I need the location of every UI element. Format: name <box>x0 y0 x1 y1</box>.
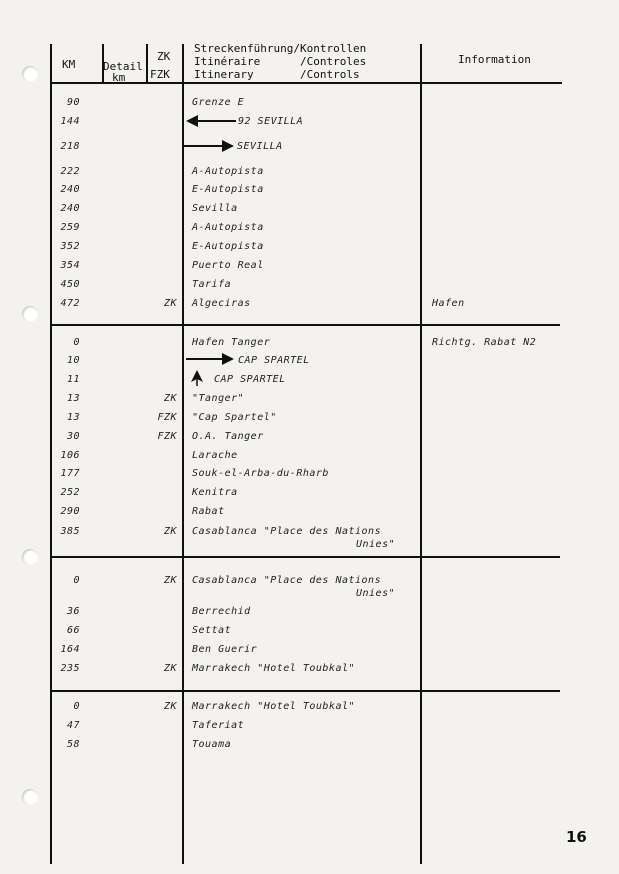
zk-cell: FZK <box>157 431 177 442</box>
km-cell: 90 <box>66 97 80 108</box>
km-cell: 0 <box>73 575 80 586</box>
section-rule <box>52 324 560 326</box>
information-cell: Hafen <box>432 298 465 309</box>
itinerary-cell: Souk-el-Arba-du-Rharb <box>192 468 329 479</box>
zk-cell: ZK <box>163 663 177 674</box>
zk-cell: FZK <box>157 412 177 423</box>
km-cell: 450 <box>60 279 80 290</box>
zk-cell: ZK <box>163 575 177 586</box>
itinerary-cell: Puerto Real <box>192 260 264 271</box>
itinerary-cell: E-Autopista <box>192 184 264 195</box>
header-itinerary-fr: Itinéraire /Controles <box>194 55 367 68</box>
punch-hole <box>22 789 38 805</box>
header-itinerary-de: Streckenführung/Kontrollen <box>194 42 367 55</box>
punch-hole <box>22 66 38 82</box>
zk-cell: ZK <box>163 526 177 537</box>
km-cell: 13 <box>66 412 80 423</box>
km-cell: 385 <box>60 526 80 537</box>
header-itinerary-en: Itinerary /Controls <box>194 68 360 81</box>
km-cell: 290 <box>60 506 80 517</box>
itinerary-cell: Berrechid <box>192 606 251 617</box>
itinerary-cell: Larache <box>192 450 238 461</box>
itinerary-cell: Hafen Tanger <box>192 337 271 348</box>
km-cell: 144 <box>60 116 80 127</box>
section-rule <box>52 690 560 692</box>
itinerary-cell: 92 SEVILLA <box>238 116 304 127</box>
header-detail-km: km <box>112 71 126 84</box>
itinerary-cell: CAP SPARTEL <box>238 355 310 366</box>
header-zk: ZK <box>157 50 171 63</box>
itinerary-cell: Taferiat <box>192 720 245 731</box>
km-cell: 58 <box>66 739 80 750</box>
itinerary-cell: Kenitra <box>192 487 238 498</box>
information-cell: Richtg. Rabat N2 <box>432 337 537 348</box>
column-divider-itinerary <box>182 44 184 864</box>
km-cell: 218 <box>60 141 80 152</box>
km-cell: 240 <box>60 203 80 214</box>
zk-cell: ZK <box>163 393 177 404</box>
itinerary-cell: Sevilla <box>192 203 238 214</box>
arrow-right-icon <box>184 139 234 153</box>
arrow-left-icon <box>186 114 236 128</box>
itinerary-cell: Casablanca "Place des Nations <box>192 526 382 537</box>
km-cell: 13 <box>66 393 80 404</box>
itinerary-cell: A-Autopista <box>192 222 264 233</box>
km-cell: 30 <box>66 431 80 442</box>
itinerary-cell: Marrakech "Hotel Toubkal" <box>192 701 356 712</box>
itinerary-cell: Rabat <box>192 506 225 517</box>
itinerary-cell: CAP SPARTEL <box>214 374 286 385</box>
km-cell: 36 <box>66 606 80 617</box>
km-cell: 177 <box>60 468 80 479</box>
itinerary-cell: Marrakech "Hotel Toubkal" <box>192 663 356 674</box>
km-cell: 222 <box>60 166 80 177</box>
itinerary-cell: Touama <box>192 739 232 750</box>
header-fzk: FZK <box>150 68 170 81</box>
km-cell: 352 <box>60 241 80 252</box>
itinerary-cell-continued: Unies" <box>356 539 396 550</box>
km-cell: 252 <box>60 487 80 498</box>
km-cell: 240 <box>60 184 80 195</box>
section-rule <box>52 556 560 558</box>
itinerary-cell: Casablanca "Place des Nations <box>192 575 382 586</box>
itinerary-cell: O.A. Tanger <box>192 431 264 442</box>
arrow-up-icon <box>190 370 204 386</box>
itinerary-cell: Tarifa <box>192 279 232 290</box>
km-cell: 164 <box>60 644 80 655</box>
header-rule <box>50 82 562 84</box>
km-cell: 0 <box>73 337 80 348</box>
km-cell: 11 <box>66 374 80 385</box>
itinerary-cell: Algeciras <box>192 298 251 309</box>
itinerary-cell: A-Autopista <box>192 166 264 177</box>
itinerary-cell: Settat <box>192 625 232 636</box>
zk-cell: ZK <box>163 298 177 309</box>
itinerary-cell: Grenze E <box>192 97 245 108</box>
km-cell: 10 <box>66 355 80 366</box>
itinerary-cell: E-Autopista <box>192 241 264 252</box>
km-cell: 47 <box>66 720 80 731</box>
itinerary-cell: Ben Guerir <box>192 644 258 655</box>
page-number: 16 <box>566 828 587 846</box>
km-cell: 66 <box>66 625 80 636</box>
km-cell: 0 <box>73 701 80 712</box>
km-cell: 472 <box>60 298 80 309</box>
punch-hole <box>22 306 38 322</box>
header-information: Information <box>458 53 531 66</box>
itinerary-cell-continued: Unies" <box>356 588 396 599</box>
header-detail: Detail <box>103 60 143 73</box>
km-cell: 259 <box>60 222 80 233</box>
itinerary-cell: SEVILLA <box>237 141 283 152</box>
itinerary-cell: "Cap Spartel" <box>192 412 277 423</box>
punch-hole <box>22 549 38 565</box>
column-divider-zk <box>146 44 148 84</box>
arrow-right-icon <box>186 352 234 366</box>
km-cell: 235 <box>60 663 80 674</box>
km-cell: 106 <box>60 450 80 461</box>
header-km: KM <box>62 58 76 71</box>
zk-cell: ZK <box>163 701 177 712</box>
itinerary-cell: "Tanger" <box>192 393 245 404</box>
column-divider-information <box>420 44 422 864</box>
km-cell: 354 <box>60 260 80 271</box>
